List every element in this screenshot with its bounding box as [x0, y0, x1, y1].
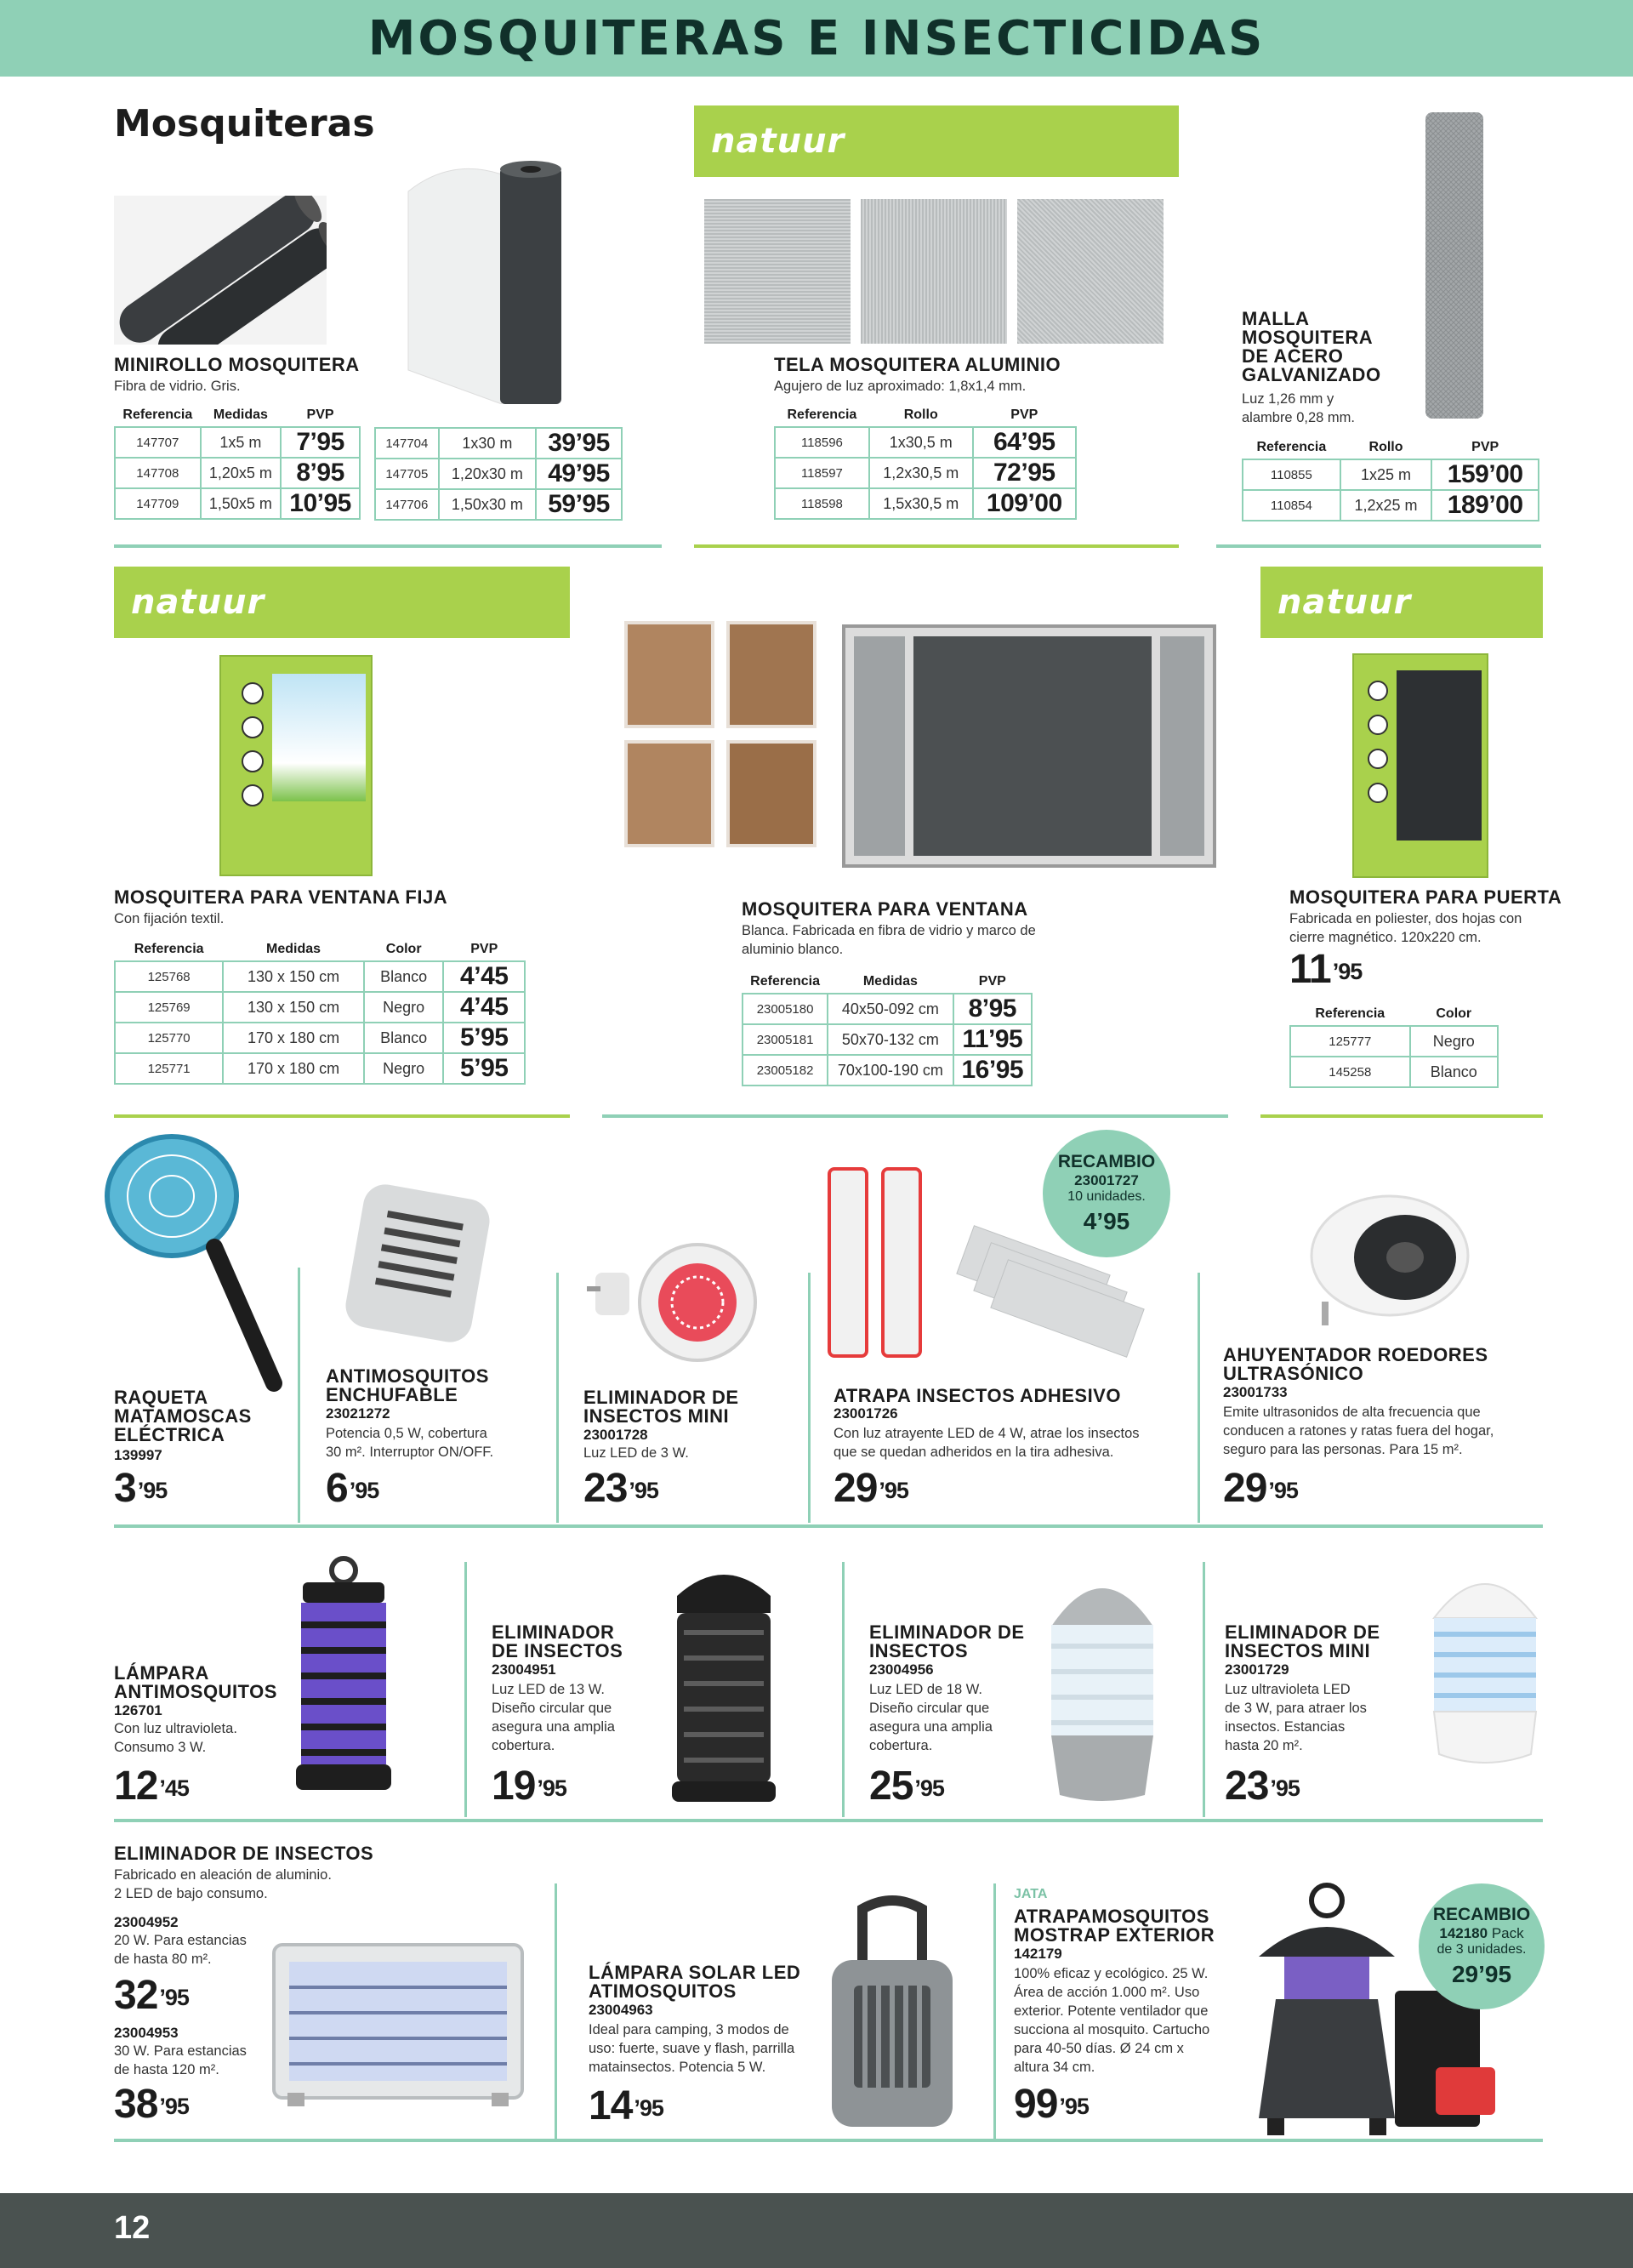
mini-eliminador-2-image [1425, 1559, 1545, 1780]
adhesivo-title: ATRAPA INSECTOS ADHESIVO [834, 1385, 1121, 1406]
jata-brand: JATA [1014, 1887, 1048, 1901]
th-medidas: Medidas [862, 973, 918, 989]
ultrasonico-desc: Emite ultrasonidos de alta frecuencia que conducen a ratones y ratas fuera del hogar, seguro para las personas. Para 15 m². [1223, 1405, 1494, 1457]
mostrap-title: ATRAPAMOSQUITOS MOSTRAP EXTERIOR [1014, 1906, 1215, 1946]
lampara-image [284, 1553, 403, 1800]
adhesivo-price: $29^{’95}$ [834, 1466, 908, 1511]
lampara-desc: Con luz ultravioleta. Consumo 3 W. [114, 1721, 237, 1755]
natuur-brand-banner: natuur [1260, 567, 1543, 638]
puerta-title: MOSQUITERA PARA PUERTA [1289, 886, 1562, 908]
solar-desc: Ideal para camping, 3 modos de uso: fuerte, suave y flash, parrilla matainsectos. Potencia 5 W. [589, 2022, 795, 2075]
divider [114, 1524, 1543, 1528]
solar-ref: 23004963 [589, 2002, 653, 2018]
divider [114, 1819, 1543, 1822]
divider [1216, 544, 1541, 548]
tela-title: TELA MOSQUITERA ALUMINIO [774, 354, 1061, 375]
malla-title: MALLA MOSQUITERA DE ACERO GALVANIZADO [1242, 308, 1381, 385]
page-title: MOSQUITERAS E INSECTICIDAS [367, 10, 1266, 66]
eliminador-18w-image [1043, 1567, 1162, 1805]
table-row: 23005181 50x70-132 cm 11’95 [743, 1024, 1032, 1055]
ventana-desc: Blanca. Fabricada en fibra de vidrio y marco de aluminio blanco. [742, 923, 1036, 957]
divider [555, 1883, 557, 2139]
elim13-ref: 23004951 [492, 1661, 556, 1678]
table-row: 125769 130 x 150 cm Negro 4’45 [115, 992, 525, 1023]
ventana-photos [624, 621, 820, 851]
eliminador-title: ELIMINADOR DE INSECTOS [114, 1843, 374, 1864]
raqueta-title: RAQUETA MATAMOSCAS ELÉCTRICA [114, 1387, 252, 1445]
minirollo-title: MINIROLLO MOSQUITERA [114, 354, 360, 375]
th-medidas: Medidas [266, 941, 321, 956]
table-row: 118596 1x30,5 m 64’95 [775, 427, 1076, 458]
elim13-title: ELIMINADOR DE INSECTOS [492, 1621, 623, 1661]
mini2-ref: 23001729 [1225, 1661, 1289, 1678]
adhesivo-desc: Con luz atrayente LED de 4 W, atrae los insectos que se quedan adheridos en la tira adhesiva. [834, 1426, 1140, 1460]
puerta-table [1289, 1002, 1499, 1088]
enchufable-price: $6^{’95}$ [326, 1466, 379, 1511]
th-pvp: PVP [1471, 439, 1499, 454]
table-row: 145258 Blanco [1290, 1057, 1498, 1087]
table-row: 125770 170 x 180 cm Blanco 5’95 [115, 1023, 525, 1053]
ventana-frame-image [842, 621, 1216, 876]
puerta-package-image [1352, 653, 1488, 878]
divider [464, 1562, 467, 1817]
enchufable-desc: Potencia 0,5 W, cobertura 30 m². Interruptor ON/OFF. [326, 1426, 494, 1460]
ultrasonico-image [1305, 1191, 1475, 1327]
elim18-desc: Luz LED de 18 W. Diseño circular que asegura una amplia cobertura. [869, 1682, 993, 1753]
minirollo-large-image [400, 157, 587, 404]
th-referencia: Referencia [1256, 439, 1327, 454]
page-footer [0, 2193, 1633, 2268]
th-referencia: Referencia [122, 407, 193, 422]
enchufable-ref: 23021272 [326, 1405, 390, 1422]
table-row: 147708 1,20x5 m 8’95 [115, 458, 360, 488]
mini1-desc: Luz LED de 3 W. [583, 1445, 689, 1461]
solar-title: LÁMPARA SOLAR LED ATIMOSQUITOS [589, 1962, 801, 2002]
lampara-price: $12^{’45}$ [114, 1764, 189, 1809]
minirollo-image [114, 196, 327, 345]
th-pvp: PVP [978, 973, 1006, 989]
table-row: 147707 1x5 m 7’95 [115, 427, 360, 458]
th-rollo: Rollo [1368, 439, 1403, 454]
lampara-title: LÁMPARA ANTIMOSQUITOS [114, 1662, 277, 1702]
page-number: 12 [114, 2210, 151, 2246]
eliminador-price-1: $32^{’95}$ [114, 1973, 189, 2018]
mostrap-desc: 100% eficaz y ecológico. 25 W. Área de acción 1.000 m². Uso exterior. Potente ventilador que succiona al mosquito. Cartucho para 40-50 días. Ø 24 cm x altura 34 cm. [1014, 1966, 1210, 2075]
natuur-brand-banner: natuur [114, 567, 570, 638]
mini1-ref: 23001728 [583, 1427, 648, 1443]
ultrasonico-ref: 23001733 [1223, 1384, 1288, 1400]
th-pvp: PVP [1010, 407, 1038, 422]
mini2-price: $23^{’95}$ [1225, 1764, 1300, 1809]
table-row: 147704 1x30 m 39’95 [375, 428, 622, 459]
eliminador-13w-image [660, 1562, 788, 1805]
table-row: 147705 1,20x30 m 49’95 [375, 459, 622, 489]
eliminador-ref-2: 23004953 [114, 2025, 179, 2041]
tela-desc: Agujero de luz aproximado: 1,8x1,4 mm. [774, 379, 1027, 394]
divider [114, 2139, 1543, 2142]
divider [1260, 1114, 1543, 1118]
mini2-desc: Luz ultravioleta LED de 3 W, para atraer los insectos. Estancias hasta 20 m². [1225, 1682, 1367, 1753]
natuur-brand-banner: natuur [694, 105, 1179, 177]
minirollo-table-a [114, 403, 361, 520]
ultrasonico-title: AHUYENTADOR ROEDORES ULTRASÓNICO [1223, 1344, 1488, 1384]
puerta-desc: Fabricada en poliester, dos hojas con cierre magnético. 120x220 cm. [1289, 911, 1522, 945]
th-referencia: Referencia [134, 941, 204, 956]
eliminador-desc: Fabricado en aleación de aluminio. 2 LED de bajo consumo. [114, 1867, 332, 1901]
section-title: Mosquiteras [114, 102, 375, 145]
eliminador-aluminio-image [270, 1928, 526, 2115]
ventana-title: MOSQUITERA PARA VENTANA [742, 898, 1028, 920]
table-row: 23005180 40x50-092 cm 8’95 [743, 994, 1032, 1024]
divider [808, 1273, 811, 1523]
recambio-badge-2: RECAMBIO 142180 Pack de 3 unidades. 29’95 [1419, 1883, 1545, 2009]
mostrap-image [1242, 1880, 1412, 2144]
table-row: 147709 1,50x5 m 10’95 [115, 488, 360, 519]
minirollo-desc: Fibra de vidrio. Gris. [114, 379, 241, 394]
eliminador-ref-1: 23004952 [114, 1914, 179, 1930]
mostrap-cartridge-box [1395, 1991, 1480, 2127]
eliminador-price-2: $38^{’95}$ [114, 2082, 189, 2127]
mini1-title: ELIMINADOR DE INSECTOS MINI [583, 1387, 739, 1427]
divider [842, 1562, 845, 1817]
malla-table [1242, 436, 1539, 521]
divider [1203, 1562, 1205, 1817]
tela-image [704, 199, 1164, 344]
ultrasonico-price: $29^{’95}$ [1223, 1466, 1298, 1511]
table-row: 147706 1,50x30 m 59’95 [375, 489, 622, 520]
th-pvp: PVP [470, 941, 498, 956]
eliminador-desc-2: 30 W. Para estancias de hasta 120 m². [114, 2043, 247, 2077]
minirollo-table-b [374, 427, 623, 521]
ventana-fija-package-image [219, 655, 373, 876]
th-medidas: Medidas [213, 407, 268, 422]
ventana-fija-title: MOSQUITERA PARA VENTANA FIJA [114, 886, 448, 908]
elim18-title: ELIMINADOR DE INSECTOS [869, 1621, 1025, 1661]
elim18-ref: 23004956 [869, 1661, 934, 1678]
table-row: 110854 1,2x25 m 189’00 [1243, 490, 1539, 521]
mostrap-price: $99^{’95}$ [1014, 2082, 1089, 2127]
mostrap-ref: 142179 [1014, 1946, 1062, 1962]
divider [1198, 1273, 1200, 1523]
adhesivo-ref: 23001726 [834, 1405, 898, 1422]
enchufable-image [337, 1182, 490, 1344]
elim13-desc: Luz LED de 13 W. Diseño circular que asegura una amplia cobertura. [492, 1682, 615, 1753]
enchufable-title: ANTIMOSQUITOS ENCHUFABLE [326, 1365, 489, 1405]
th-referencia: Referencia [1315, 1006, 1385, 1021]
mini1-price: $23^{’95}$ [583, 1466, 658, 1511]
table-row: 23005182 70x100-190 cm 16’95 [743, 1055, 1032, 1086]
elim18-price: $25^{’95}$ [869, 1764, 944, 1809]
th-color: Color [1436, 1006, 1472, 1021]
solar-price: $14^{’95}$ [589, 2083, 663, 2128]
tela-table [774, 403, 1077, 520]
page-header [0, 0, 1633, 77]
table-row: 125768 130 x 150 cm Blanco 4’45 [115, 961, 525, 992]
th-color: Color [385, 941, 422, 956]
raqueta-image [95, 1128, 291, 1392]
malla-roll-image [1420, 105, 1488, 422]
divider [993, 1883, 996, 2139]
divider [556, 1273, 559, 1523]
ventana-fija-desc: Con fijación textil. [114, 911, 225, 926]
malla-desc: Luz 1,26 mm y alambre 0,28 mm. [1242, 391, 1355, 425]
table-row: 118598 1,5x30,5 m 109’00 [775, 488, 1076, 519]
ventana-fija-table [114, 937, 526, 1085]
divider [114, 544, 662, 548]
puerta-price: $11^{’95}$ [1289, 947, 1363, 992]
divider [114, 1114, 570, 1118]
table-row: 125777 Negro [1290, 1026, 1498, 1057]
recambio-badge: RECAMBIO 23001727 10 unidades. 4’95 [1043, 1130, 1170, 1257]
divider [694, 544, 1179, 548]
table-row: 110855 1x25 m 159’00 [1243, 459, 1539, 490]
mini2-title: ELIMINADOR DE INSECTOS MINI [1225, 1621, 1380, 1661]
raqueta-ref: 139997 [114, 1447, 162, 1463]
th-referencia: Referencia [750, 973, 820, 989]
divider [602, 1114, 1228, 1118]
th-referencia: Referencia [787, 407, 857, 422]
table-row: 118597 1,2x30,5 m 72’95 [775, 458, 1076, 488]
eliminador-desc-1: 20 W. Para estancias de hasta 80 m². [114, 1933, 247, 1967]
table-row: 125771 170 x 180 cm Negro 5’95 [115, 1053, 525, 1084]
elim13-price: $19^{’95}$ [492, 1764, 566, 1809]
th-rollo: Rollo [903, 407, 938, 422]
solar-lamp-image [820, 1892, 964, 2139]
lampara-ref: 126701 [114, 1702, 162, 1718]
mini-eliminador-image [587, 1239, 774, 1366]
th-pvp: PVP [306, 407, 334, 422]
divider [298, 1268, 300, 1523]
raqueta-price: $3^{’95}$ [114, 1466, 168, 1511]
ventana-table [742, 970, 1033, 1086]
